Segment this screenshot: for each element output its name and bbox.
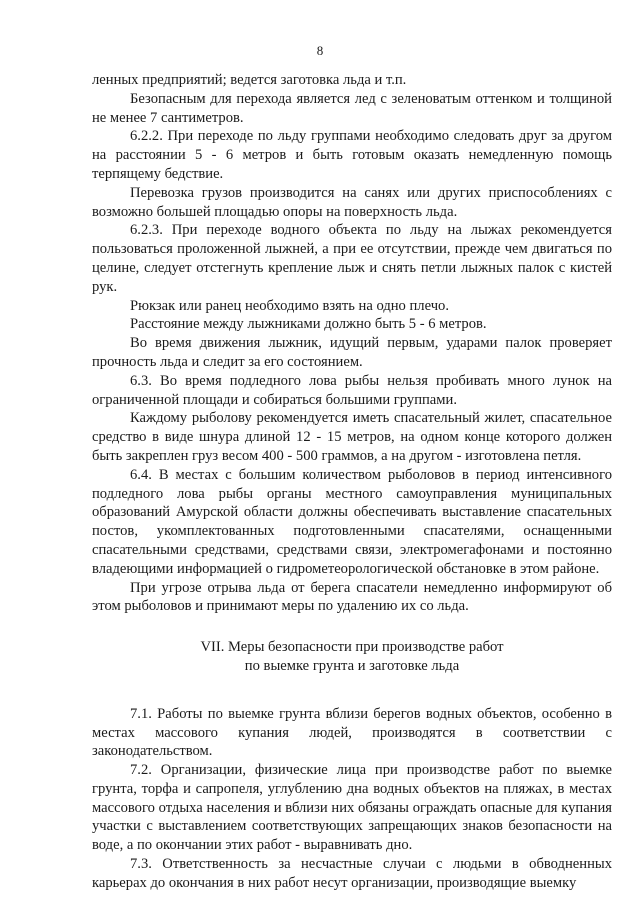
section-heading-line-2: по выемке грунта и заготовке льда: [244, 657, 460, 674]
paragraph: 6.2.2. При переходе по льду группами необходимо следовать друг за другом на расстоянии 5 - 6 метров и быть готовым оказать немедленную помощь терпящему бедствие.: [92, 128, 612, 182]
document-body: [92, 71, 612, 893]
paragraph: 6.3. Во время подледного лова рыбы нельзя пробивать много лунок на ограниченной площади и собираться большими группами.: [92, 372, 612, 408]
paragraph: 7.3. Ответственность за несчастные случаи с людьми в обводненных карьерах до окончания в них работ несут организации, производящие выемку: [92, 856, 612, 891]
paragraph: Перевозка грузов производится на санях или других приспособлениях с возможно большей площадью опоры на поверхность льда.: [92, 184, 612, 220]
paragraph: ленных предприятий; ведется заготовка льда и т.п.: [92, 72, 407, 88]
paragraph: 6.2.3. При переходе водного объекта по льду на лыжах рекомендуется пользоваться проложенной лыжней, а при ее отсутствии, прежде чем двигаться по целине, следует отстегнуть крепление лыж и снять петли лыжных палок с кистей рук.: [92, 222, 612, 295]
section-heading-line-1: VII. Меры безопасности при производстве работ: [200, 639, 504, 656]
page-number: 8: [316, 43, 324, 58]
paragraph: Расстояние между лыжниками должно быть 5 - 6 метров.: [130, 316, 487, 333]
paragraph: 7.2. Организации, физические лица при производстве работ по выемке грунта, торфа и сапропеля, углублению дна водных объектов на пляжах, в местах массового отдыха населения и вблизи них обязаны ограждать опасные для купания участки с выставлением соответствующих запрещающих знаков безопасности на воде, а по окончании этих работ - выравнивать дно.: [92, 762, 612, 854]
paragraph: Безопасным для перехода является лед с зеленоватым оттенком и толщиной не менее 7 сантиметров.: [92, 90, 612, 126]
paragraph: Рюкзак или ранец необходимо взять на одно плечо.: [130, 297, 449, 314]
paragraph: 7.1. Работы по выемке грунта вблизи берегов водных объектов, особенно в местах массового купания людей, производятся в соответствии с законодательством.: [92, 705, 612, 760]
spacer: [92, 616, 612, 628]
paragraph: 6.4. В местах с большим количеством рыболовов в период интенсивного подледного лова рыбы органы местного самоуправления муниципальных образований Амурской области должны обеспечивать выставление спасательных постов, укомплектованных подготовленными спасателями, оснащенными спасательными средствами, средствами связи, электромегафонами и постоянно владеющими информацией о гидрометеорологической обстановке в этом районе.: [92, 466, 612, 577]
paragraph: Каждому рыболову рекомендуется иметь спасательный жилет, спасательное средство в виде шнура длиной 12 - 15 метров, на одном конце которого должен быть закреплен груз весом 400 - 500 граммов, а на другом - изготовлена петля.: [92, 410, 612, 464]
paragraph: При угрозе отрыва льда от берега спасатели немедленно информируют об этом рыболовов и принимают меры по удалению их со льда.: [92, 579, 612, 615]
spacer: [92, 676, 612, 705]
paragraph: Во время движения лыжник, идущий первым, ударами палок проверяет прочность льда и следит за его состоянием.: [92, 335, 612, 370]
